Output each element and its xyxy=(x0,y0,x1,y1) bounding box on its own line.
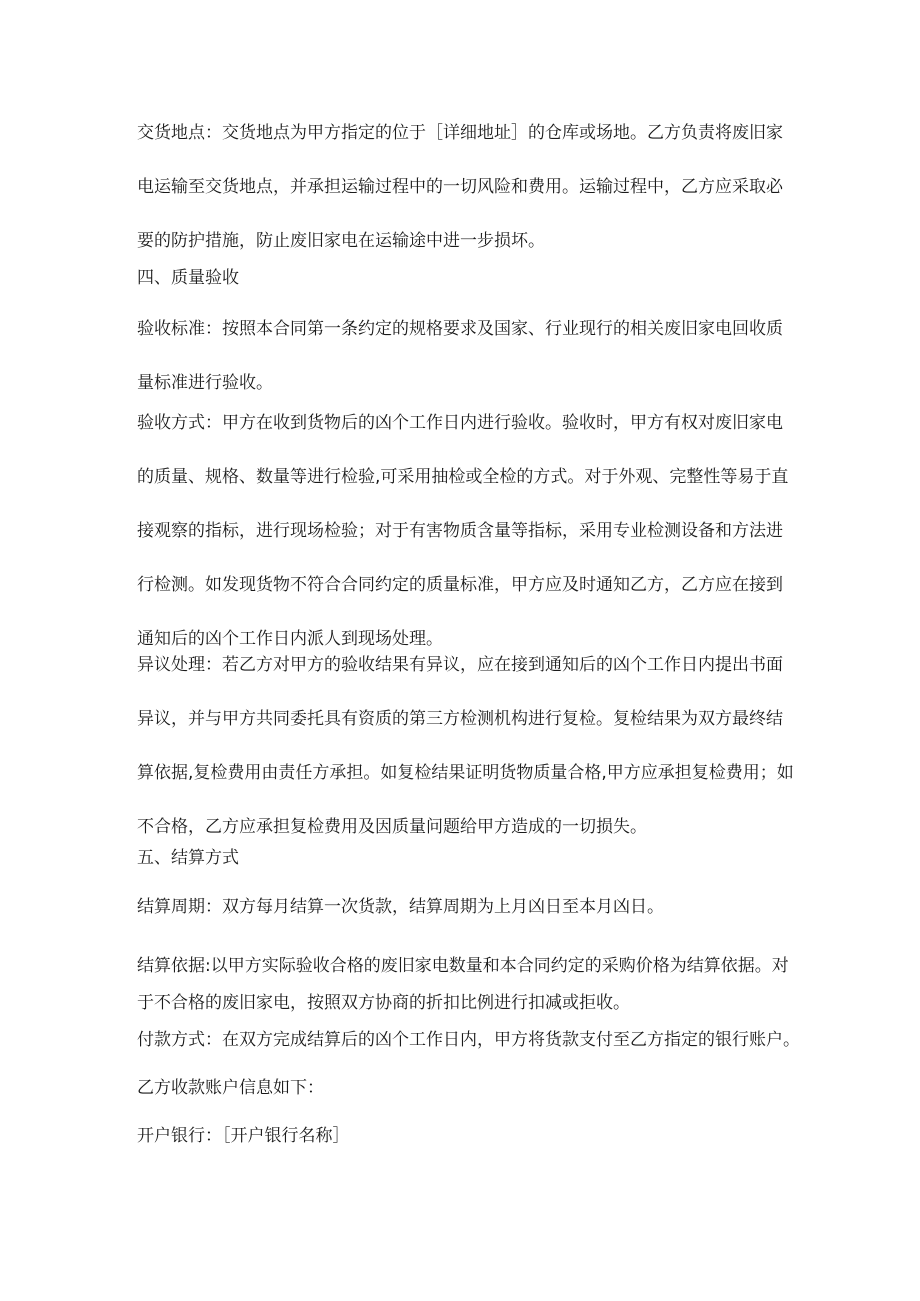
section-heading-settlement xyxy=(137,850,797,867)
paragraph-account-info-intro xyxy=(137,1080,797,1097)
text-line: 行检测。如发现货物不符合合同约定的质量标准，甲方应及时通知乙方，乙方应在接到 xyxy=(137,575,783,595)
text-line: 要的防护措施，防止废旧家电在运输途中进一步损坏。 xyxy=(137,231,545,251)
text-line: 乙方收款账户信息如下： xyxy=(137,1078,324,1098)
section-heading: 四、质量验收 xyxy=(137,268,239,288)
section-heading-quality-acceptance xyxy=(137,270,797,287)
text-line: 结算依据:以甲方实际验收合格的废旧家电数量和本合同约定的采购价格为结算依据。对 xyxy=(137,956,789,976)
paragraph-delivery-location xyxy=(137,125,797,250)
text-line: 于不合格的废旧家电，按照双方协商的折扣比例进行扣减或拒收。 xyxy=(137,993,630,1013)
paragraph-objection-handling xyxy=(137,657,797,836)
paragraph-bank-name xyxy=(137,1128,797,1145)
paragraph-settlement-basis xyxy=(137,958,797,1012)
text-line: 交货地点：交货地点为甲方指定的位于［详细地址］的仓库或场地。乙方负责将废旧家 xyxy=(137,123,783,143)
text-line: 通知后的凶个工作日内派人到现场处理。 xyxy=(137,629,443,649)
section-heading: 五、结算方式 xyxy=(137,848,239,868)
paragraph-payment-method xyxy=(137,1030,800,1050)
paragraph-settlement-period xyxy=(137,899,797,916)
text-line: 异议，并与甲方共同委托具有资质的第三方检测机构进行复检。复检结果为双方最终结 xyxy=(137,709,783,729)
text-line: 验收方式：甲方在收到货物后的凶个工作日内进行验收。验收时，甲方有权对废旧家电 xyxy=(137,413,783,433)
paragraph-acceptance-standard xyxy=(137,321,797,392)
paragraph-acceptance-method xyxy=(137,415,797,648)
text-line: 的质量、规格、数量等进行检验,可采用抽检或全检的方式。对于外观、完整性等易于直 xyxy=(137,467,789,487)
text-line: 不合格，乙方应承担复检费用及因质量问题给甲方造成的一切损失。 xyxy=(137,817,647,837)
text-line: 电运输至交货地点，并承担运输过程中的一切风险和费用。运输过程中，乙方应采取必 xyxy=(137,177,783,197)
text-line: 量标准进行验收。 xyxy=(137,373,273,393)
text-line: 算依据,复检费用由责任方承担。如复检结果证明货物质量合格,甲方应承担复检费用；如 xyxy=(137,763,794,783)
text-line: 开户银行：［开户银行名称］ xyxy=(137,1126,350,1146)
text-line: 付款方式：在双方完成结算后的凶个工作日内，甲方将货款支付至乙方指定的银行账户。 xyxy=(137,1030,800,1050)
text-line: 接观察的指标，进行现场检验；对于有害物质含量等指标，采用专业检测设备和方法进 xyxy=(137,521,783,541)
text-line: 结算周期：双方每月结算一次货款，结算周期为上月凶日至本月凶日。 xyxy=(137,897,664,917)
text-line: 验收标准：按照本合同第一条约定的规格要求及国家、行业现行的相关废旧家电回收质 xyxy=(137,319,783,339)
text-line: 异议处理：若乙方对甲方的验收结果有异议，应在接到通知后的凶个工作日内提出书面 xyxy=(137,655,783,675)
